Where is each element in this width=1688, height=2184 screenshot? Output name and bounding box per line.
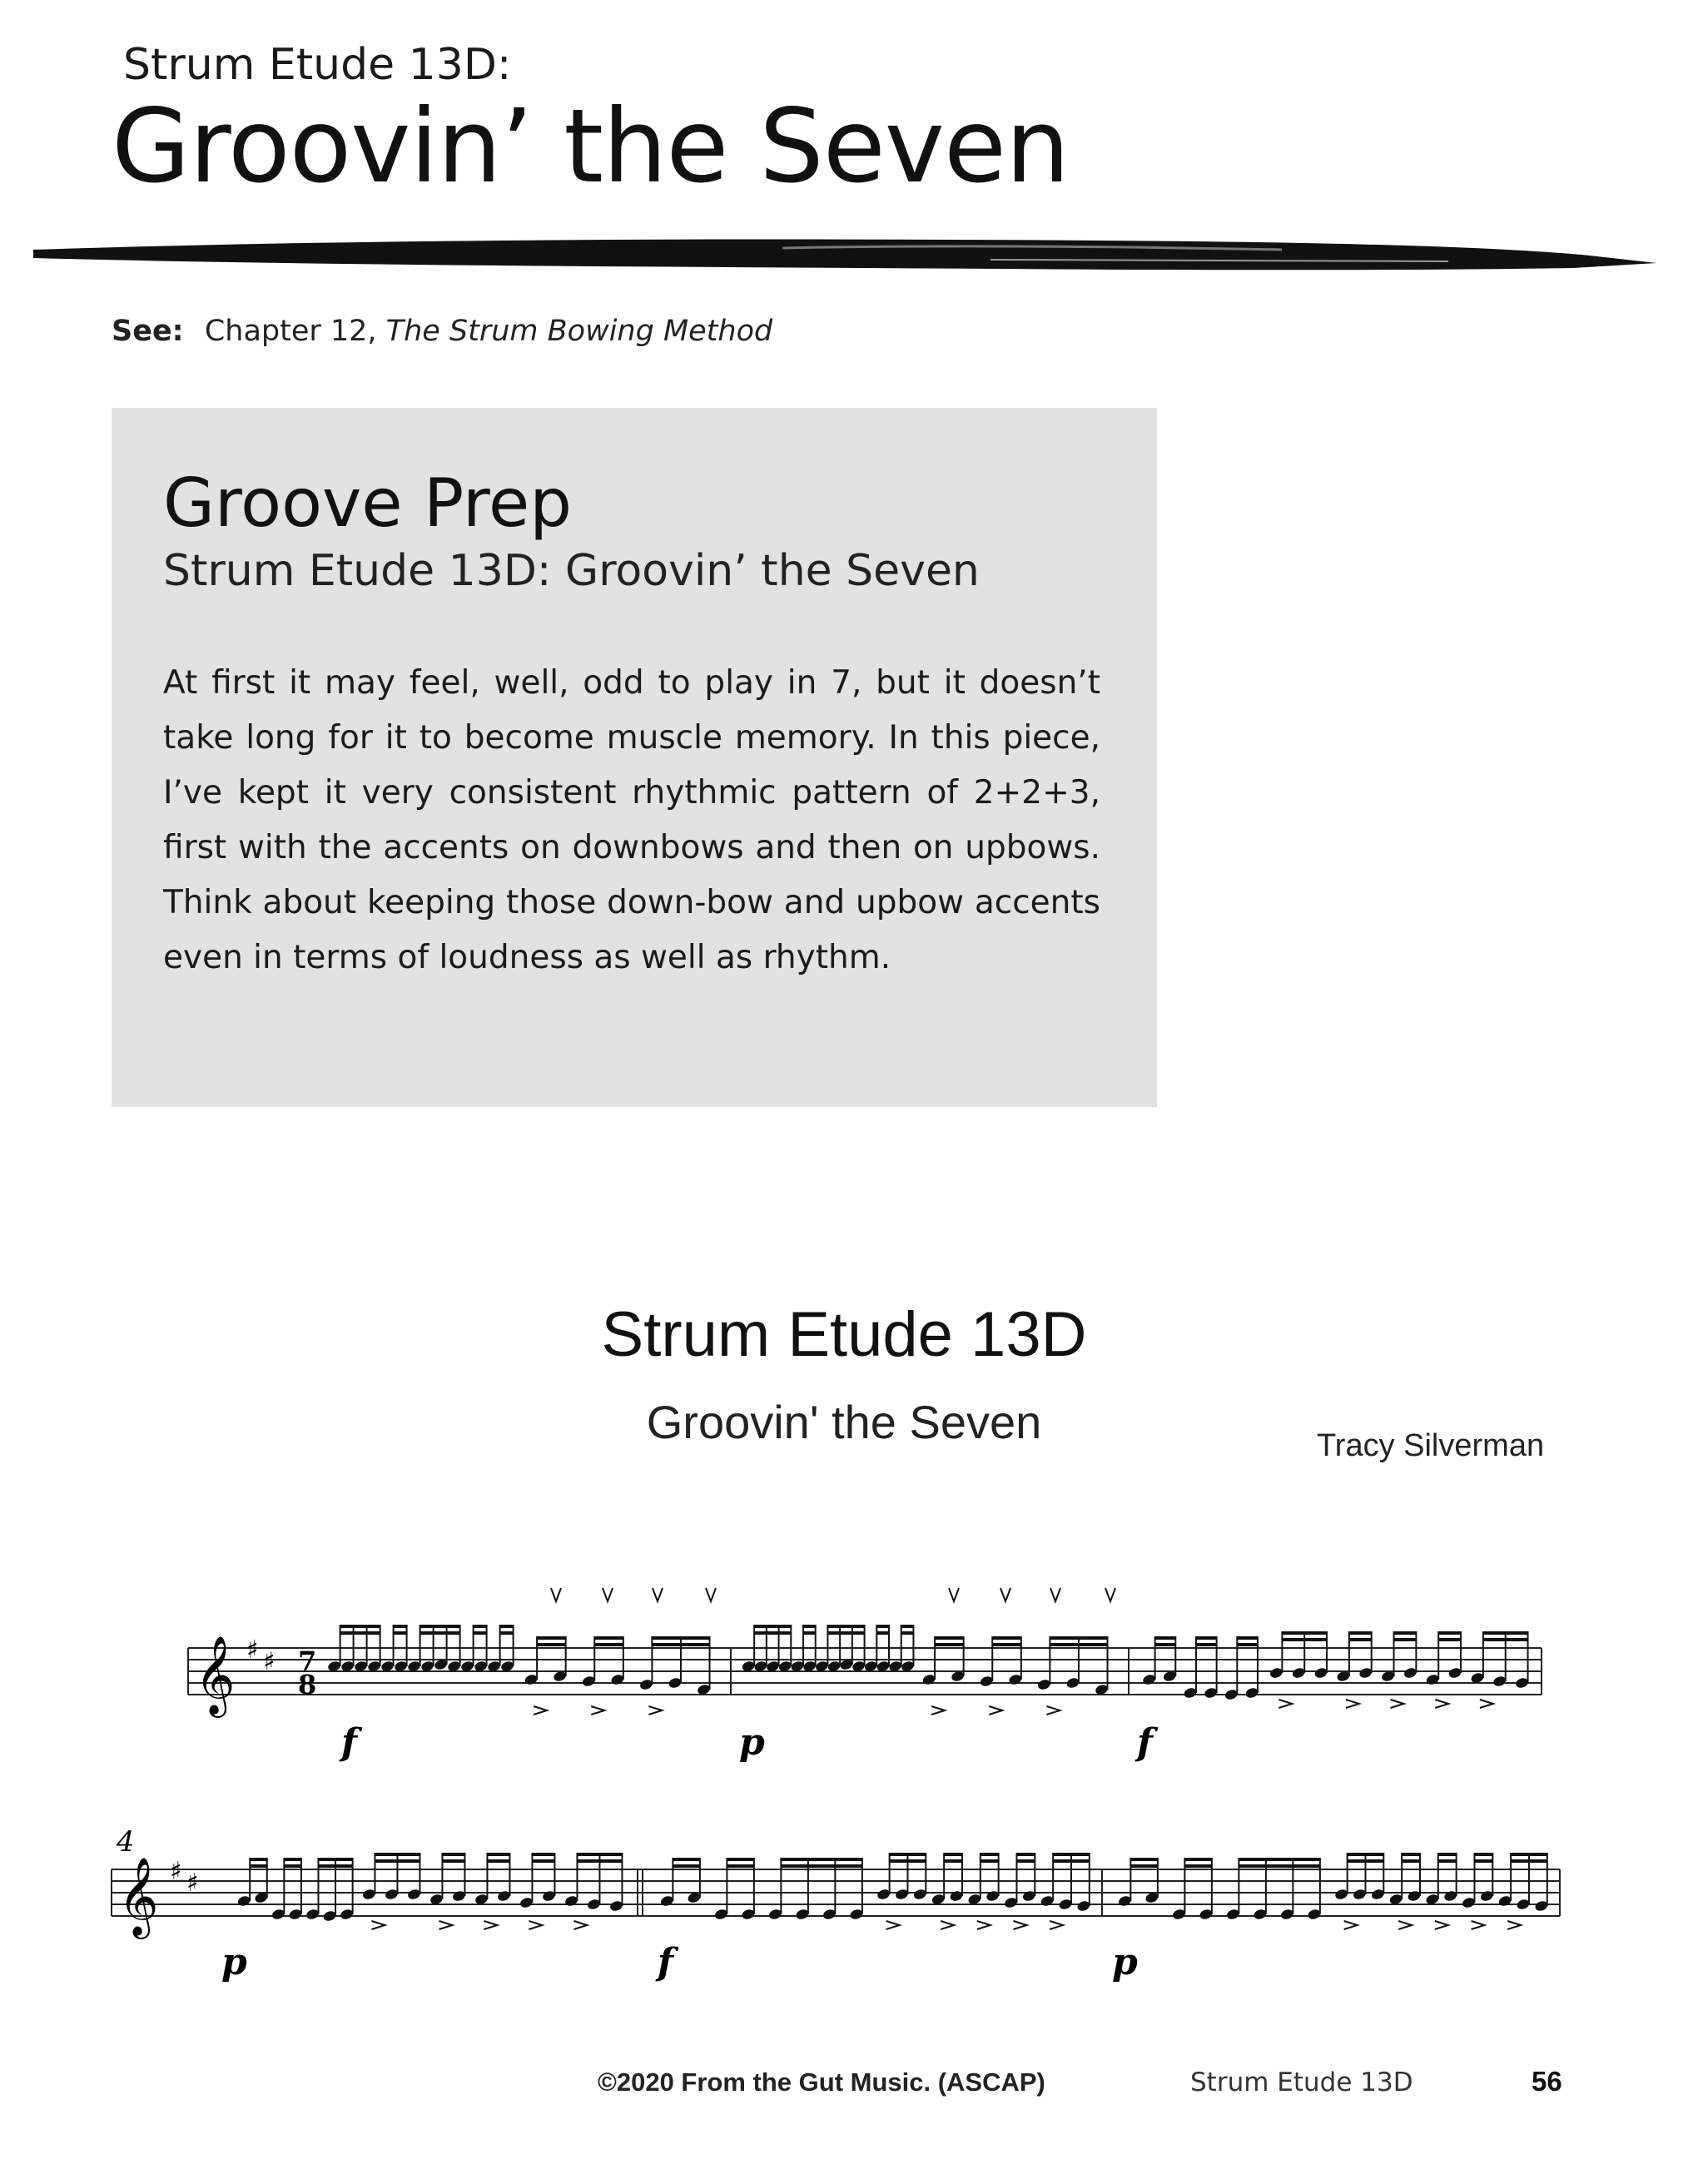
accent-mark bbox=[886, 1921, 900, 1929]
beam bbox=[537, 1636, 566, 1640]
upbow-icon bbox=[706, 1588, 716, 1601]
dynamic-marking: p bbox=[221, 1941, 247, 1983]
accent-mark bbox=[977, 1921, 990, 1929]
beam bbox=[803, 1625, 816, 1628]
upbow-icon bbox=[1050, 1588, 1060, 1601]
beam bbox=[981, 1859, 999, 1863]
sharp-f-icon: ♯ bbox=[246, 1636, 259, 1665]
beam bbox=[340, 1631, 380, 1635]
beam bbox=[673, 1864, 700, 1868]
accent-mark bbox=[529, 1921, 542, 1929]
beam bbox=[652, 1636, 709, 1640]
sheet-music bbox=[0, 1565, 1688, 1998]
accent-mark bbox=[439, 1921, 452, 1929]
beam bbox=[1239, 1858, 1320, 1861]
dynamic-marking: p bbox=[1112, 1941, 1138, 1983]
accent-mark bbox=[941, 1921, 954, 1929]
accent-mark bbox=[534, 1706, 547, 1715]
dynamic-marking: f bbox=[341, 1721, 357, 1764]
beam bbox=[827, 1625, 864, 1628]
upbow-icon bbox=[949, 1588, 959, 1601]
footer-copyright: ©2020 From the Gut Music. (ASCAP) bbox=[598, 2067, 1045, 2097]
beam bbox=[1053, 1859, 1090, 1863]
beam bbox=[1474, 1853, 1492, 1856]
beam bbox=[594, 1636, 623, 1640]
page-number: 56 bbox=[1532, 2066, 1562, 2097]
beam bbox=[781, 1858, 862, 1861]
beam bbox=[1053, 1853, 1090, 1856]
time-sig-denominator: 8 bbox=[298, 1669, 317, 1700]
dynamic-marking: f bbox=[658, 1941, 673, 1983]
beam bbox=[1349, 1638, 1372, 1641]
etude-subtitle: Strum Etude 13D: bbox=[123, 40, 512, 90]
beam bbox=[500, 1631, 514, 1635]
accent-mark bbox=[1013, 1921, 1026, 1929]
beam bbox=[1483, 1631, 1528, 1635]
beam bbox=[1239, 1864, 1320, 1868]
composer-name: Tracy Silverman bbox=[1317, 1428, 1545, 1463]
beam bbox=[1130, 1864, 1158, 1868]
beam bbox=[1511, 1853, 1547, 1856]
beam bbox=[1237, 1643, 1258, 1646]
beam bbox=[1050, 1643, 1107, 1646]
beam bbox=[500, 1625, 514, 1628]
beam bbox=[890, 1853, 926, 1856]
beam bbox=[1402, 1853, 1420, 1856]
beam bbox=[577, 1853, 622, 1856]
beam bbox=[1155, 1636, 1176, 1640]
beam bbox=[284, 1858, 301, 1861]
see-reference bbox=[112, 315, 772, 348]
beam bbox=[537, 1643, 566, 1646]
beam bbox=[420, 1631, 460, 1635]
beam bbox=[673, 1858, 700, 1861]
groove-prep-box bbox=[112, 408, 1157, 1107]
beam bbox=[318, 1864, 352, 1868]
footer-title: Strum Etude 13D bbox=[1190, 2067, 1413, 2097]
beam bbox=[1438, 1631, 1461, 1635]
sharp-c-icon: ♯ bbox=[263, 1647, 276, 1676]
accent-mark bbox=[931, 1706, 945, 1715]
beam bbox=[1483, 1638, 1528, 1641]
dynamic-marking: p bbox=[739, 1721, 765, 1764]
beam bbox=[594, 1643, 623, 1646]
beam bbox=[394, 1631, 407, 1635]
beam bbox=[1349, 1631, 1372, 1635]
groove-prep-body: At first it may feel, well, odd to play in 7, but it doesn’t take long for it to become muscle memory. In this piece, I’ve kept it very consistent rhythmic pattern of 2+2+3, first with the accents on downbows and then on upbows. Think about keeping those down-bow and upbow accents even in terms of loudness as well as rhythm. bbox=[163, 664, 1100, 976]
accent-mark bbox=[648, 1706, 662, 1715]
beam bbox=[1394, 1631, 1417, 1635]
beam bbox=[1184, 1858, 1212, 1861]
beam bbox=[1196, 1636, 1217, 1640]
staff-system-2 bbox=[112, 1825, 1560, 1983]
beam bbox=[727, 1864, 754, 1868]
beam bbox=[935, 1643, 964, 1646]
beam bbox=[532, 1859, 554, 1863]
accent-mark bbox=[371, 1921, 385, 1929]
see-book-title: The Strum Bowing Method bbox=[385, 315, 773, 348]
accent-mark bbox=[1391, 1700, 1404, 1708]
dynamic-marking: f bbox=[1137, 1721, 1153, 1764]
groove-prep-heading: Groove Prep bbox=[163, 464, 572, 542]
beam bbox=[284, 1864, 301, 1868]
beam bbox=[1348, 1859, 1384, 1863]
accent-mark bbox=[1344, 1921, 1358, 1929]
accent-mark bbox=[1050, 1921, 1063, 1929]
beam bbox=[803, 1631, 816, 1635]
beam bbox=[1237, 1636, 1258, 1640]
upbow-icon bbox=[603, 1588, 613, 1601]
beam bbox=[340, 1625, 380, 1628]
beam bbox=[1474, 1859, 1492, 1863]
beam bbox=[1130, 1858, 1158, 1861]
beam bbox=[876, 1625, 889, 1628]
accent-mark bbox=[573, 1921, 587, 1929]
accent-mark bbox=[484, 1921, 497, 1929]
beam bbox=[442, 1853, 464, 1856]
beam bbox=[375, 1859, 420, 1863]
beam bbox=[944, 1859, 962, 1863]
accent-mark bbox=[1471, 1921, 1484, 1929]
measure-number: 4 bbox=[117, 1825, 135, 1859]
beam bbox=[992, 1636, 1021, 1640]
brush-stroke-divider bbox=[33, 231, 1656, 283]
staff-system-1 bbox=[188, 1588, 1542, 1764]
upbow-icon bbox=[653, 1588, 663, 1601]
treble-clef-icon: 𝄞 bbox=[195, 1636, 236, 1715]
beam bbox=[1438, 1853, 1457, 1856]
beam bbox=[1511, 1859, 1547, 1863]
beam bbox=[250, 1858, 267, 1861]
beam bbox=[901, 1625, 914, 1628]
beam bbox=[1282, 1638, 1327, 1641]
accent-mark bbox=[1278, 1700, 1292, 1708]
accent-mark bbox=[1046, 1706, 1060, 1715]
beam bbox=[487, 1859, 509, 1863]
page-title: Groovin’ the Seven bbox=[112, 87, 1070, 206]
beam bbox=[827, 1631, 864, 1635]
beam bbox=[1438, 1859, 1457, 1863]
beam bbox=[1016, 1853, 1035, 1856]
beam bbox=[992, 1643, 1021, 1646]
see-chapter: Chapter 12, bbox=[204, 315, 377, 348]
beam bbox=[1050, 1636, 1107, 1640]
beam bbox=[532, 1853, 554, 1856]
accent-mark bbox=[989, 1706, 1002, 1715]
beam bbox=[901, 1631, 914, 1635]
beam bbox=[754, 1625, 791, 1628]
beam bbox=[375, 1853, 420, 1856]
treble-clef-icon: 𝄞 bbox=[118, 1857, 159, 1936]
beam bbox=[876, 1631, 889, 1635]
score-title: Strum Etude 13D bbox=[601, 1299, 1087, 1370]
accent-mark bbox=[591, 1706, 604, 1715]
beam bbox=[1348, 1853, 1384, 1856]
groove-prep-subheading: Strum Etude 13D: Groovin’ the Seven bbox=[163, 546, 980, 596]
beam bbox=[394, 1625, 407, 1628]
beam bbox=[1394, 1638, 1417, 1641]
beam bbox=[474, 1631, 487, 1635]
accent-mark bbox=[1435, 1700, 1448, 1708]
beam bbox=[935, 1636, 964, 1640]
accent-mark bbox=[1480, 1700, 1493, 1708]
beam bbox=[487, 1853, 509, 1856]
score-subtitle: Groovin' the Seven bbox=[646, 1396, 1042, 1448]
accent-mark bbox=[1346, 1700, 1359, 1708]
beam bbox=[1184, 1864, 1212, 1868]
notes-row-1 bbox=[327, 1588, 1530, 1715]
time-sig-numerator: 7 bbox=[298, 1645, 317, 1677]
upbow-icon bbox=[551, 1588, 561, 1601]
beam bbox=[420, 1625, 460, 1628]
beam bbox=[890, 1859, 926, 1863]
accent-mark bbox=[1435, 1921, 1448, 1929]
upbow-icon bbox=[1000, 1588, 1010, 1601]
beam bbox=[727, 1858, 754, 1861]
see-label: See: bbox=[112, 315, 184, 348]
beam bbox=[1282, 1631, 1327, 1635]
beam bbox=[754, 1631, 791, 1635]
beam bbox=[981, 1853, 999, 1856]
accent-mark bbox=[1507, 1921, 1521, 1929]
sharp-f-icon: ♯ bbox=[170, 1857, 182, 1886]
beam bbox=[577, 1859, 622, 1863]
beam bbox=[250, 1864, 267, 1868]
beam bbox=[1196, 1643, 1217, 1646]
beam bbox=[781, 1864, 862, 1868]
upbow-icon bbox=[1105, 1588, 1115, 1601]
beam bbox=[944, 1853, 962, 1856]
beam bbox=[652, 1643, 709, 1646]
sharp-c-icon: ♯ bbox=[186, 1869, 199, 1898]
accent-mark bbox=[1398, 1921, 1412, 1929]
beam bbox=[474, 1625, 487, 1628]
beam bbox=[1438, 1638, 1461, 1641]
beam bbox=[1016, 1859, 1035, 1863]
beam bbox=[1402, 1859, 1420, 1863]
beam bbox=[318, 1858, 352, 1861]
beam bbox=[442, 1859, 464, 1863]
beam bbox=[1155, 1643, 1176, 1646]
notes-row-2 bbox=[236, 1853, 1548, 1929]
